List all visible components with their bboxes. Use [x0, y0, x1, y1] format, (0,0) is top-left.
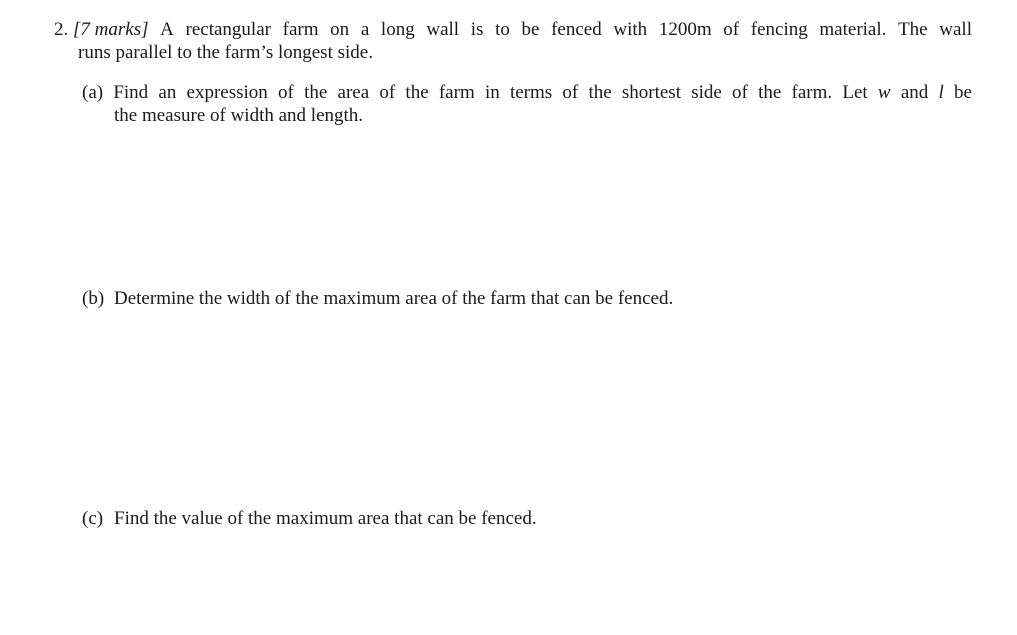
- part-a-word: and: [900, 82, 929, 103]
- part-a-word: be: [953, 82, 972, 103]
- part-a-word: shortest: [621, 82, 681, 103]
- part-c-text: Find the value of the maximum area that can be fenced.: [114, 508, 537, 529]
- part-a-word: the: [304, 82, 328, 103]
- stem-word: wall: [939, 19, 972, 40]
- part-a-word: the: [405, 82, 429, 103]
- stem-word: to: [495, 19, 510, 40]
- part-a-word: farm.: [791, 82, 833, 103]
- part-b-text: Determine the width of the maximum area of the farm that can be fenced.: [114, 288, 674, 309]
- stem-word: 1200m: [658, 19, 712, 40]
- stem-word: a: [360, 19, 370, 40]
- stem-word: long: [380, 19, 415, 40]
- stem-word: wall: [426, 19, 460, 40]
- part-a-word: Find: [113, 82, 149, 103]
- part-a-word: of: [379, 82, 396, 103]
- stem-word: is: [470, 19, 484, 40]
- question-number: 2.: [54, 19, 69, 40]
- question-stem-line-1: [54, 18, 972, 41]
- part-a-word: side: [691, 82, 722, 103]
- stem-word: A: [160, 19, 174, 40]
- stem-word: The: [898, 19, 928, 40]
- stem-word: farm: [282, 19, 319, 40]
- part-a-word: of: [732, 82, 748, 103]
- part-a-word: of: [562, 82, 579, 103]
- question-marks: [7 marks]: [73, 19, 149, 40]
- part-c: [82, 507, 537, 530]
- part-a-word: expression: [186, 82, 268, 103]
- part-a-word: an: [158, 82, 177, 103]
- part-a-word: the: [758, 82, 782, 103]
- variable-w: w: [877, 82, 891, 103]
- part-a-label: (a): [82, 82, 104, 103]
- stem-word: with: [613, 19, 648, 40]
- stem-word: fenced: [551, 19, 602, 40]
- stem-word: material.: [819, 19, 887, 40]
- part-a-word: area: [337, 82, 370, 103]
- part-a-line-2: the measure of width and length.: [114, 105, 364, 126]
- part-a-word: terms: [509, 82, 553, 103]
- part-a-word: in: [484, 82, 500, 103]
- question-stem-line-2: runs parallel to the farm’s longest side.: [78, 42, 373, 63]
- stem-word: rectangular: [185, 19, 271, 40]
- part-a-line-1: [82, 81, 972, 104]
- stem-word: of: [723, 19, 740, 40]
- part-b: [82, 287, 673, 310]
- stem-word: fencing: [750, 19, 808, 40]
- part-b-label: (b): [82, 288, 105, 309]
- part-a-word: farm: [438, 82, 475, 103]
- stem-word: be: [521, 19, 540, 40]
- part-a-word: Let: [842, 82, 868, 103]
- question-number-and-marks: [54, 18, 148, 41]
- part-a-word: of: [278, 82, 294, 103]
- stem-word: on: [330, 19, 350, 40]
- part-c-label: (c): [82, 508, 104, 529]
- part-a-word: the: [588, 82, 612, 103]
- variable-l: l: [938, 82, 944, 103]
